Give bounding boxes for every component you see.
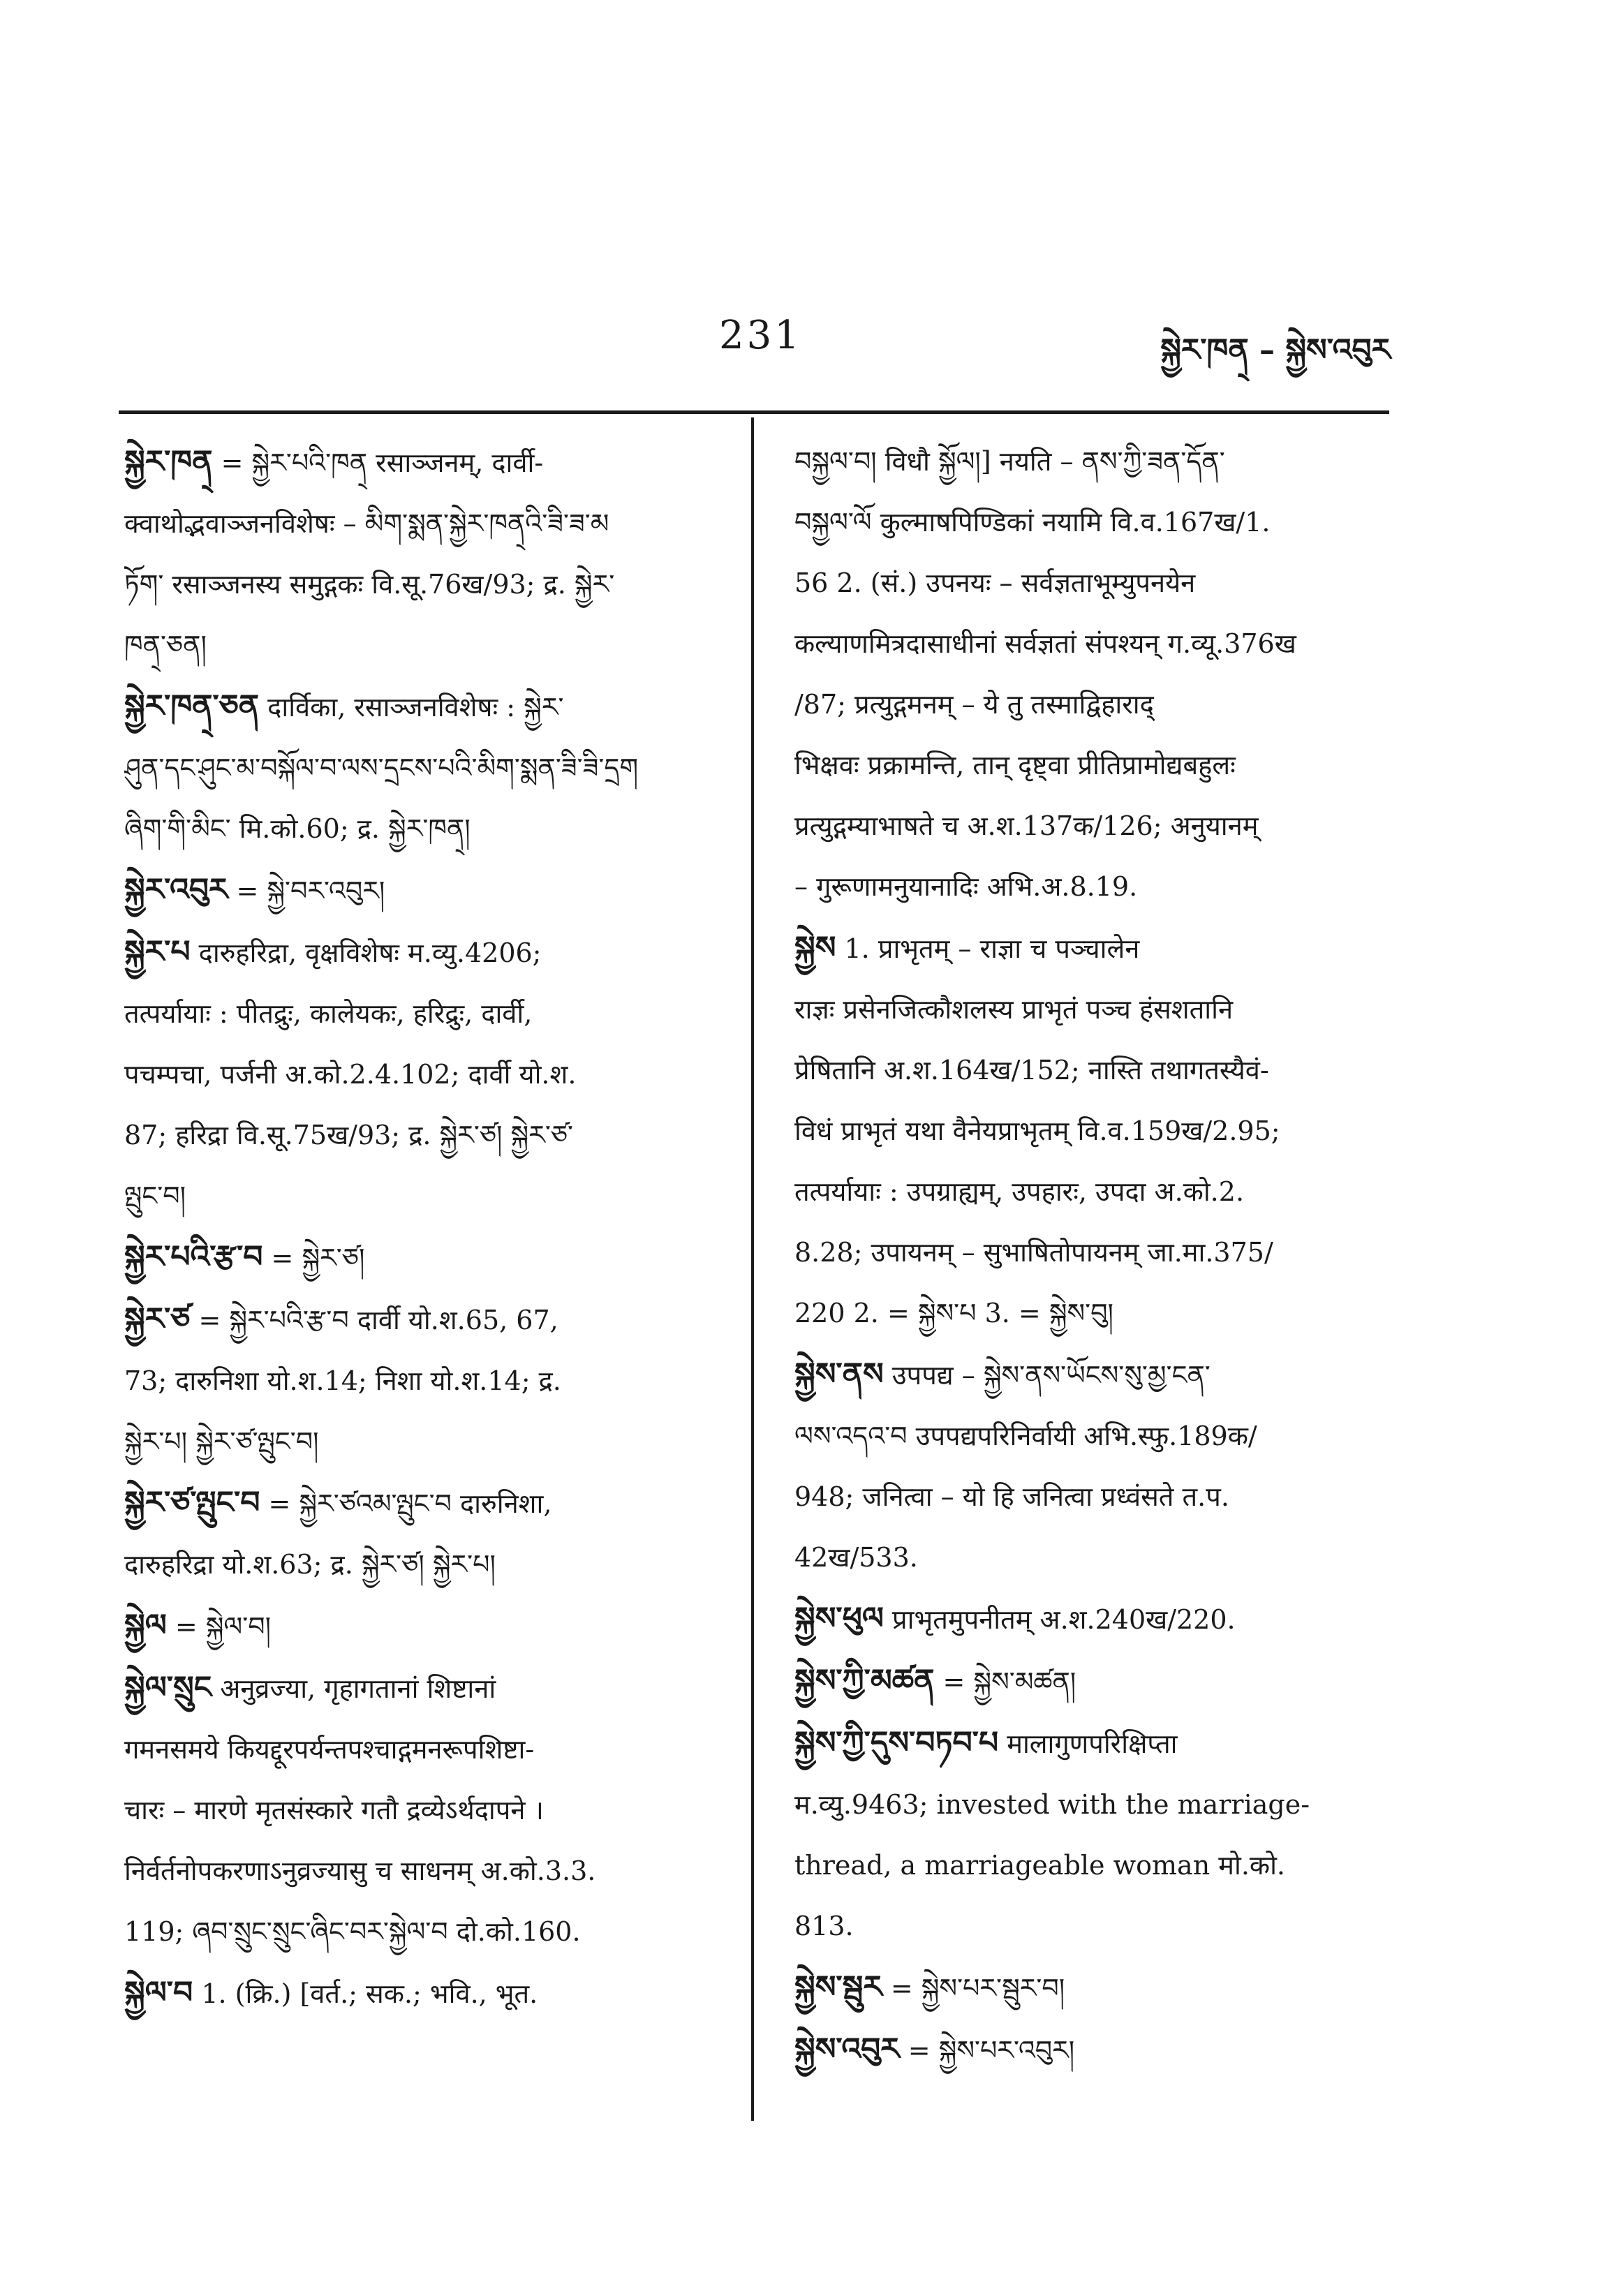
entry-line bbox=[794, 735, 1389, 796]
entry-text: विधं प्राभृतं यथा वैनेयप्राभृतम् वि.व.159ख/2.95; bbox=[794, 1116, 1280, 1146]
entry-line bbox=[124, 1780, 730, 1841]
entry-line bbox=[794, 674, 1389, 735]
entry-line bbox=[124, 1902, 730, 1962]
entry-text: दारुहरिद्रा, वृक्षविशेषः म.व्यु.4206; bbox=[198, 938, 542, 968]
entry-text: निर्वर्तनोपकरणाऽनुव्रज्यासु च साधनम् अ.को.3.3. bbox=[124, 1856, 596, 1886]
headword: སྐྱེར་ཁན྄་ཅན bbox=[124, 688, 260, 724]
entry-line bbox=[124, 738, 730, 799]
entry-text: = སྐྱེས་པར་འབུར། bbox=[908, 2035, 1075, 2066]
entry-line bbox=[124, 1657, 730, 1719]
entry-text: བསྐྱལ་བ། विधौ སྐྱོལ།] नयति – ནས་ཀྱི་ཟན་དོན་ bbox=[794, 446, 1225, 477]
entry-line bbox=[794, 1896, 1389, 1957]
left-column bbox=[124, 431, 730, 2024]
entry-line bbox=[794, 979, 1389, 1040]
dictionary-entry bbox=[124, 431, 730, 676]
running-head: སྐྱེར་ཁན྄ – སྐྱེས་འབུར bbox=[1160, 332, 1391, 368]
headword: སྐྱེས་ཀྱི་དུས་བཏབ་པ bbox=[794, 1725, 999, 1761]
entry-text: = སྐྱེར་ཙ། bbox=[271, 1243, 365, 1273]
dictionary-entry bbox=[124, 1289, 730, 1472]
headword: སྐྱེས་ཀྱི་མཚན bbox=[794, 1663, 935, 1698]
headword: སྐྱེར་འབུར bbox=[124, 872, 228, 908]
entry-line bbox=[794, 492, 1389, 553]
entry-line bbox=[794, 431, 1389, 492]
dictionary-entry bbox=[794, 1957, 1389, 2019]
entry-text: राज्ञः प्रसेनजित्कौशलस्य प्राभृतं पञ्च हंसशतानि bbox=[794, 994, 1234, 1025]
entry-text: thread, a marriageable woman मो.को. bbox=[794, 1850, 1286, 1881]
entry-text: = སྐྱེར་པའི་རྩ་བ दार्वी यो.श.65, 67, bbox=[198, 1305, 558, 1335]
entry-line bbox=[794, 1650, 1389, 1712]
headword: སྐྱེལ་བ bbox=[124, 1975, 193, 2010]
entry-line bbox=[124, 1105, 730, 1166]
entry-text: 42ख/533. bbox=[794, 1542, 918, 1573]
dictionary-entry bbox=[124, 1657, 730, 1962]
entry-line bbox=[124, 984, 730, 1044]
entry-text: ཏོག་ रसाञ्जनस्य समुद्गकः वि.सू.76ख/93; द्र. སྐྱེར་ bbox=[124, 569, 615, 600]
entry-text: = སྐྱེལ་བ། bbox=[175, 1611, 272, 1642]
entry-line bbox=[124, 1044, 730, 1105]
entry-line bbox=[124, 1962, 730, 2024]
headword: སྐྱེས་ཕུལ bbox=[794, 1601, 884, 1636]
entry-text: ཁན྄་ཅན། bbox=[124, 630, 207, 660]
entry-text: = སྐྱེར་ཙའམ་ལྤུང་བ दारुनिशा, bbox=[268, 1488, 552, 1519]
entry-line bbox=[124, 1719, 730, 1780]
dictionary-entry bbox=[124, 1472, 730, 1595]
entry-text: अनुव्रज्या, गृहागतानां शिष्टानां bbox=[220, 1673, 496, 1704]
entry-text: ཞིག་གི་མིང་ मि.को.60; द्र. སྐྱེར་ཁན྄། bbox=[124, 813, 471, 844]
entry-text: तत्पर्यायाः : पीतद्रुः, कालेयकः, हरिद्रुः, दार्वी, bbox=[124, 998, 533, 1029]
dictionary-entry bbox=[124, 921, 730, 1227]
entry-text: ལྤུང་བ། bbox=[124, 1180, 186, 1211]
entry-line bbox=[794, 796, 1389, 857]
entry-line bbox=[794, 1775, 1389, 1835]
dictionary-entry bbox=[124, 1962, 730, 2024]
entry-line bbox=[124, 615, 730, 676]
entry-text: = སྐྱེར་པའི་ཁན྄ रसाञ्जनम्, दार्वी- bbox=[221, 447, 544, 478]
entry-text: = སྐྱེས་མཚན། bbox=[942, 1666, 1076, 1697]
entry-text: 119; ཞབ་སྲུང་སྲུང་ཞིང་བར་སྐྱེལ་བ दो.को.160. bbox=[124, 1916, 581, 1947]
entry-text: 813. bbox=[794, 1911, 854, 1941]
headword: སྐྱེས་སྦུར bbox=[794, 1969, 882, 2005]
headword: སྐྱེལ bbox=[124, 1608, 167, 1643]
entry-text: /87; प्रत्युद्गमनम् – ये तु तस्माद्विहाराद् bbox=[794, 689, 1154, 720]
entry-line bbox=[124, 1166, 730, 1227]
entry-text: म.व्यु.9463; invested with the marriage- bbox=[794, 1789, 1310, 1820]
entry-line bbox=[124, 431, 730, 494]
entry-text: तत्पर्यायाः : उपग्राह्यम्, उपहारः, उपदा अ.को.2. bbox=[794, 1176, 1245, 1207]
dictionary-entry bbox=[124, 1595, 730, 1657]
entry-line bbox=[124, 1595, 730, 1657]
headword: སྐྱེལ་སྲུང bbox=[124, 1670, 212, 1705]
entry-text: प्रत्युद्गम्याभाषते च अ.श.137क/126; अनुयानम् bbox=[794, 810, 1259, 841]
entry-line bbox=[794, 917, 1389, 979]
dictionary-entry bbox=[794, 917, 1389, 1344]
entry-text: क्वाथोद्भवाञ्जनविशेषः – མིག་སྨན་སྐྱེར་ཁན྄འི་ཟི་ཟ་མ bbox=[124, 508, 609, 539]
header-rule bbox=[119, 410, 1389, 414]
entry-text: प्रेषितानि अ.श.164ख/152; नास्ति तथागतस्यैवं- bbox=[794, 1055, 1269, 1086]
headword: སྐྱེས་ནས bbox=[794, 1356, 884, 1392]
entry-text: བསྐྱལ་ལོ कुल्माषपिण्डिकां नयामि वि.व.167ख/1. bbox=[794, 507, 1271, 538]
entry-text: 87; हरिद्रा वि.सू.75ख/93; द्र. སྐྱེར་ཙ། སྐྱེར་ཙ་ bbox=[124, 1120, 573, 1150]
entry-line bbox=[794, 1344, 1389, 1406]
dictionary-entry bbox=[794, 1588, 1389, 1650]
entry-text: दार्विका, रसाञ्जनविशेषः : སྐྱེར་ bbox=[267, 692, 564, 723]
headword: སྐྱེར་ཙ bbox=[124, 1301, 191, 1337]
entry-text: = སྐྱེས་པར་སྦུར་བ། bbox=[890, 1973, 1065, 2004]
headword: སྐྱེས bbox=[794, 930, 836, 965]
entry-text: 8.28; उपायनम् – सुभाषितोपायनम् जा.मा.375/ bbox=[794, 1237, 1273, 1268]
entry-text: – गुरूणामनुयानादिः अभि.अ.8.19. bbox=[794, 871, 1138, 902]
entry-line bbox=[794, 1406, 1389, 1467]
entry-line bbox=[794, 1527, 1389, 1588]
entry-text: 1. प्राभृतम् – राज्ञा च पञ्चालेन bbox=[844, 933, 1140, 964]
entry-text: 220 2. = སྐྱེས་པ 3. = སྐྱེས་བུ། bbox=[794, 1298, 1113, 1328]
entry-line bbox=[124, 799, 730, 859]
entry-line bbox=[794, 1222, 1389, 1283]
entry-line bbox=[124, 1412, 730, 1472]
entry-line bbox=[794, 614, 1389, 674]
entry-text: प्राभृतमुपनीतम् अ.श.240ख/220. bbox=[892, 1604, 1236, 1635]
headword: སྐྱེར་པ bbox=[124, 934, 191, 970]
headword: སྐྱེར་ཙ་ལྤུང་བ bbox=[124, 1485, 260, 1520]
entry-text: उपपद्य – སྐྱེས་ནས་ཡོངས་སུ་མྱ་ངན་ bbox=[891, 1360, 1211, 1391]
entry-text: चारः – मारणे मृतसंस्कारे गतौ द्रव्येऽर्थदापने । bbox=[124, 1795, 544, 1825]
column-divider bbox=[751, 417, 754, 2121]
entry-line bbox=[794, 1835, 1389, 1896]
entry-line bbox=[124, 676, 730, 738]
entry-line bbox=[794, 1467, 1389, 1527]
entry-text: दारुहरिद्रा यो.श.63; द्र. སྐྱེར་ཙ། སྐྱེར་པ། bbox=[124, 1549, 496, 1580]
entry-line bbox=[794, 1283, 1389, 1344]
dictionary-entry bbox=[794, 1712, 1389, 1957]
headword: སྐྱེས་འབུར bbox=[794, 2031, 900, 2067]
entry-line bbox=[124, 921, 730, 984]
headword: སྐྱེར་པའི་རྩ་བ bbox=[124, 1239, 263, 1275]
page-number: 231 bbox=[719, 313, 802, 358]
entry-text: पचम्पचा, पर्जनी अ.को.2.4.102; दार्वी यो.श. bbox=[124, 1059, 577, 1090]
entry-text: སྐྱེར་པ། སྐྱེར་ཙ་ལྤུང་བ། bbox=[124, 1426, 319, 1457]
entry-line bbox=[124, 1227, 730, 1289]
entry-text: 73; दारुनिशा यो.श.14; निशा यो.श.14; द्र. bbox=[124, 1365, 561, 1396]
headword: སྐྱེར་ཁན྄ bbox=[124, 444, 213, 480]
entry-line bbox=[124, 1289, 730, 1351]
entry-text: गमनसमये कियद्दूरपर्यन्तपश्चाद्गमनरूपशिष्टा- bbox=[124, 1734, 535, 1765]
entry-line bbox=[794, 1712, 1389, 1775]
entry-line bbox=[794, 1957, 1389, 2019]
entry-text: 948; जनित्वा – यो हि जनित्वा प्रध्वंसते त.प. bbox=[794, 1481, 1229, 1512]
entry-line bbox=[794, 857, 1389, 917]
entry-line bbox=[124, 1534, 730, 1595]
entry-text: 1. (क्रि.) [वर्त.; सक.; भवि., भूत. bbox=[201, 1978, 538, 2009]
entry-line bbox=[124, 1351, 730, 1412]
entry-line bbox=[124, 554, 730, 615]
right-column bbox=[794, 431, 1389, 2081]
dictionary-entry bbox=[794, 431, 1389, 917]
entry-line bbox=[794, 1101, 1389, 1162]
entry-line bbox=[124, 494, 730, 554]
entry-line bbox=[794, 2019, 1389, 2081]
dictionary-entry bbox=[124, 859, 730, 921]
entry-line bbox=[124, 1472, 730, 1534]
dictionary-entry bbox=[124, 676, 730, 859]
entry-line bbox=[124, 859, 730, 921]
entry-text: ལས་འདའ་བ उपपद्यपरिनिर्वायी अभि.स्फु.189क/ bbox=[794, 1421, 1257, 1451]
entry-line bbox=[794, 1162, 1389, 1222]
dictionary-entry bbox=[794, 1344, 1389, 1588]
entry-line bbox=[794, 553, 1389, 614]
entry-text: भिक्षवः प्रक्रामन्ति, तान् दृष्ट्वा प्रीतिप्रामोद्यबहुलः bbox=[794, 750, 1236, 780]
entry-text: ཤུན་དང་ཤུང་མ་བསྐོལ་བ་ལས་དྲངས་པའི་མིག་སྨན་ཟི་ཟི་དྲག bbox=[124, 753, 639, 783]
entry-text: मालागुणपरिक्षिप्ता bbox=[1007, 1728, 1178, 1759]
entry-line bbox=[124, 1841, 730, 1902]
dictionary-entry bbox=[124, 1227, 730, 1289]
dictionary-entry bbox=[794, 1650, 1389, 1712]
entry-text: 56 2. (सं.) उपनयः – सर्वज्ञताभूम्युपनयेन bbox=[794, 568, 1196, 598]
entry-line bbox=[794, 1588, 1389, 1650]
entry-text: = སྐྱེ་བར་འབུར། bbox=[236, 875, 385, 906]
dictionary-entry bbox=[794, 2019, 1389, 2081]
entry-text: कल्याणमित्रदासाधीनां सर्वज्ञतां संपश्यन् ग.व्यू.376ख bbox=[794, 628, 1296, 659]
entry-line bbox=[794, 1040, 1389, 1101]
